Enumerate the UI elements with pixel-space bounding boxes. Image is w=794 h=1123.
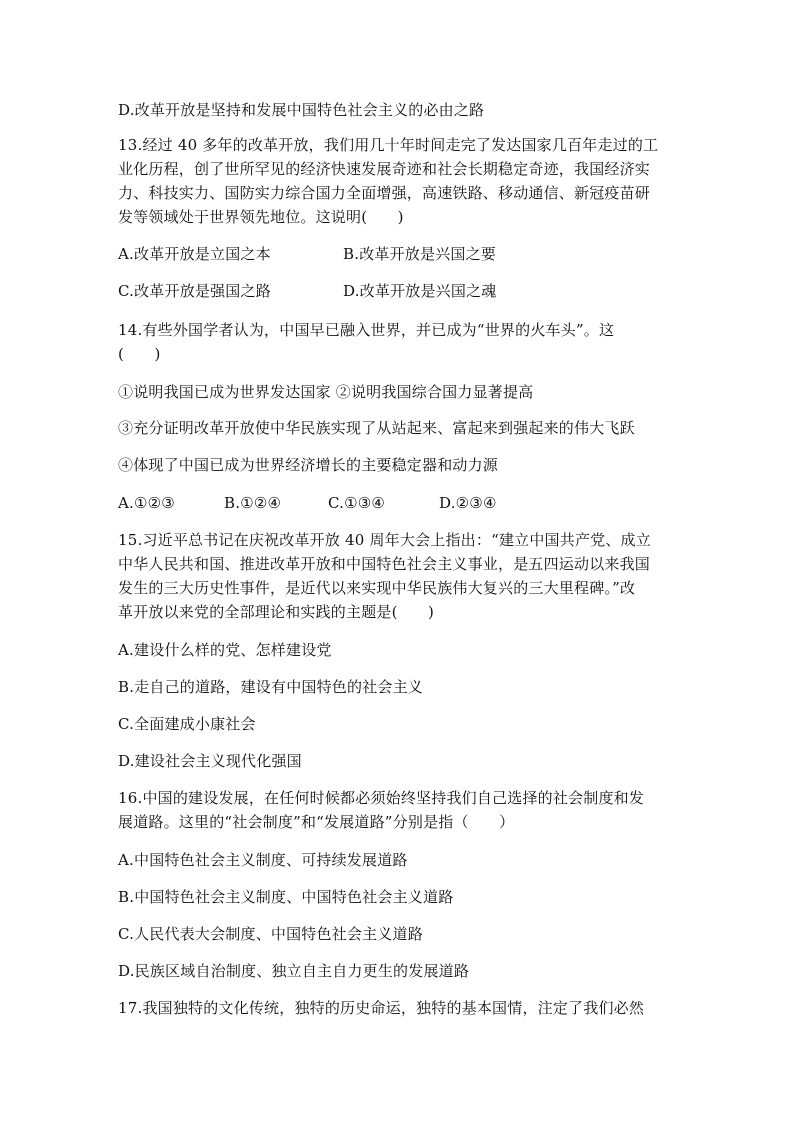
q15-stem-line-1: 15.习近平总书记在庆祝改革开放 40 周年大会上指出：“建立中国共产党、成立 [118,531,651,549]
q14-option-b: B.①②④ [224,494,282,512]
q15-stem-line-2: 中华人民共和国、推进改革开放和中国特色社会主义事业，是五四运动以来我国 [118,555,651,573]
q15-option-a: A.建设什么样的党、怎样建设党 [118,641,332,659]
q13-option-c: C.改革开放是强国之路 [118,282,271,300]
q16-option-d: D.民族区域自治制度、独立自主自力更生的发展道路 [118,962,470,980]
q13-option-a: A.改革开放是立国之本 [118,245,271,263]
q14-statement-3: ③充分证明改革开放使中华民族实现了从站起来、富起来到强起来的伟大飞跃 [118,419,635,437]
q16-stem-line-2: 展道路。这里的“社会制度”和“发展道路”分别是指（ ） [118,813,515,831]
q15-option-d: D.建设社会主义现代化强国 [118,752,302,770]
q14-stem-line-1: 14.有些外国学者认为，中国早已融入世界，并已成为“世界的火车头”。这 [118,321,615,339]
q14-statement-4: ④体现了中国已成为世界经济增长的主要稳定器和动力源 [118,456,499,474]
q15-option-b: B.走自己的道路，建设有中国特色的社会主义 [118,678,423,696]
q14-stem-line-2: ( ) [118,345,161,363]
q14-option-c: C.①③④ [328,494,386,512]
q13-option-d: D.改革开放是兴国之魂 [343,282,497,300]
q15-stem-line-3: 发生的三大历史性事件，是近代以来实现中华民族伟大复兴的三大里程碑。”改 [118,579,636,597]
q12-option-d: D.改革开放是坚持和发展中国特色社会主义的必由之路 [118,101,485,119]
q13-stem-line-3: 力、科技实力、国防实力综合国力全面增强，高速铁路、移动通信、新冠疫苗研 [118,184,651,202]
q16-option-c: C.人民代表大会制度、中国特色社会主义道路 [118,925,423,943]
q14-statement-1-2: ①说明我国已成为世界发达国家 ②说明我国综合国力显著提高 [118,383,534,401]
q15-option-c: C.全面建成小康社会 [118,715,256,733]
q16-option-a: A.中国特色社会主义制度、可持续发展道路 [118,851,408,869]
q15-stem-line-4: 革开放以来党的全部理论和实践的主题是( ) [118,603,435,621]
q14-option-d: D.②③④ [439,494,497,512]
q17-stem-line-1: 17.我国独特的文化传统，独特的历史命运，独特的基本国情，注定了我们必然 [118,999,645,1017]
q13-stem-line-2: 业化历程，创了世所罕见的经济快速发展奇迹和社会长期稳定奇迹，我国经济实 [118,160,651,178]
q16-stem-line-1: 16.中国的建设发展，在任何时候都必须始终坚持我们自己选择的社会制度和发 [118,789,645,807]
q13-option-b: B.改革开放是兴国之要 [343,245,496,263]
q14-option-a: A.①②③ [118,494,175,512]
q13-stem-line-4: 发等领域处于世界领先地位。这说明( ) [118,208,404,226]
q16-option-b: B.中国特色社会主义制度、中国特色社会主义道路 [118,888,454,906]
q13-stem-line-1: 13.经过 40 多年的改革开放，我们用几十年时间走完了发达国家几百年走过的工 [118,136,659,154]
